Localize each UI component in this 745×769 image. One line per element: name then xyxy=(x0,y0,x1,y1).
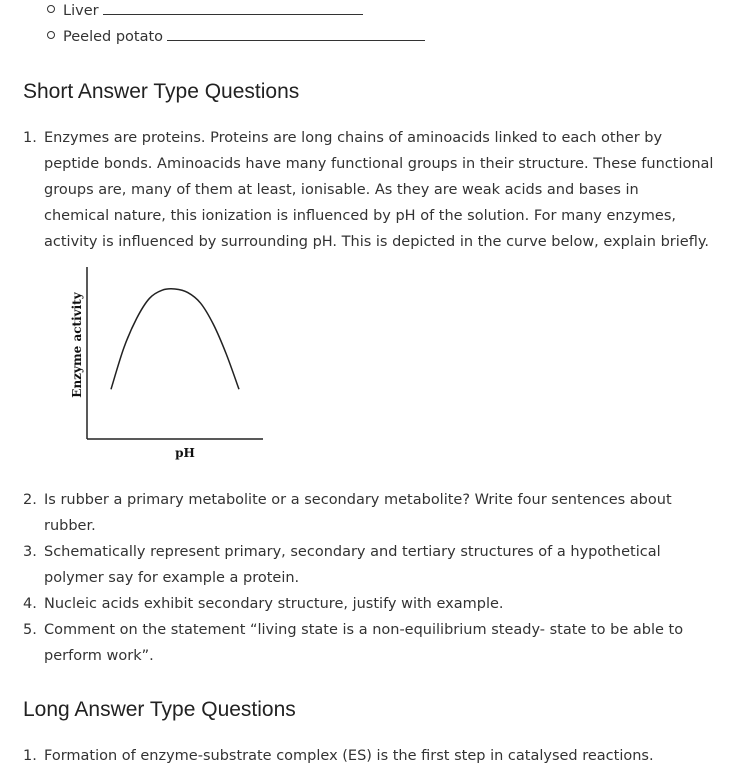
question-line: Formation of enzyme-substrate complex (ES) is the first step in catalysed reactions. xyxy=(44,748,654,764)
answer-blank xyxy=(103,2,363,15)
question-line: peptide bonds. Aminoacids have many functional groups in their structure. These functional xyxy=(44,156,714,172)
question-item xyxy=(23,617,723,669)
circle-bullet-icon xyxy=(47,5,55,13)
section-heading-short: Short Answer Type Questions xyxy=(23,80,300,103)
question-line: Is rubber a primary metabolite or a secondary metabolite? Write four sentences about xyxy=(44,492,672,508)
question-line: groups are, many of them at least, ionisable. As they are weak acids and bases in xyxy=(44,182,639,198)
question-item xyxy=(23,591,723,617)
question-line: Schematically represent primary, secondary and tertiary structures of a hypothetical xyxy=(44,544,661,560)
series-line xyxy=(111,289,239,390)
circle-bullet-icon xyxy=(47,31,55,39)
question-number: 2. xyxy=(23,492,37,508)
y-axis-label: Enzyme activity xyxy=(70,292,84,398)
question-number: 1. xyxy=(23,130,37,146)
enzyme-activity-chart xyxy=(68,262,268,462)
question-number: 1. xyxy=(23,748,37,764)
question-item xyxy=(23,125,723,255)
list-item-label: Liver xyxy=(63,3,99,19)
question-line: Nucleic acids exhibit secondary structure, justify with example. xyxy=(44,596,504,612)
question-line: activity is influenced by surrounding pH. This is depicted in the curve below, explain briefly. xyxy=(44,234,709,250)
question-line: polymer say for example a protein. xyxy=(44,570,300,586)
list-item xyxy=(47,26,425,52)
section-heading-long: Long Answer Type Questions xyxy=(23,698,296,721)
question-number: 4. xyxy=(23,596,37,612)
short-question-list-continued xyxy=(23,487,723,669)
list-item xyxy=(47,0,425,26)
question-line: rubber. xyxy=(44,518,96,534)
question-item xyxy=(23,743,723,769)
question-item xyxy=(23,539,723,591)
list-item-label: Peeled potato xyxy=(63,29,164,45)
question-number: 5. xyxy=(23,622,37,638)
question-item xyxy=(23,487,723,539)
question-number: 3. xyxy=(23,544,37,560)
question-line: Enzymes are proteins. Proteins are long chains of aminoacids linked to each other by xyxy=(44,130,663,146)
x-axis-label: pH xyxy=(175,446,195,460)
answer-blank xyxy=(167,28,425,41)
short-question-list xyxy=(23,125,723,255)
long-question-list xyxy=(23,743,723,769)
question-line: Comment on the statement “living state is a non-equilibrium steady- state to be able to xyxy=(44,622,684,638)
answer-blank-list xyxy=(47,0,425,52)
question-line: chemical nature, this ionization is influenced by pH of the solution. For many enzymes, xyxy=(44,208,676,224)
question-line: perform work”. xyxy=(44,648,154,664)
